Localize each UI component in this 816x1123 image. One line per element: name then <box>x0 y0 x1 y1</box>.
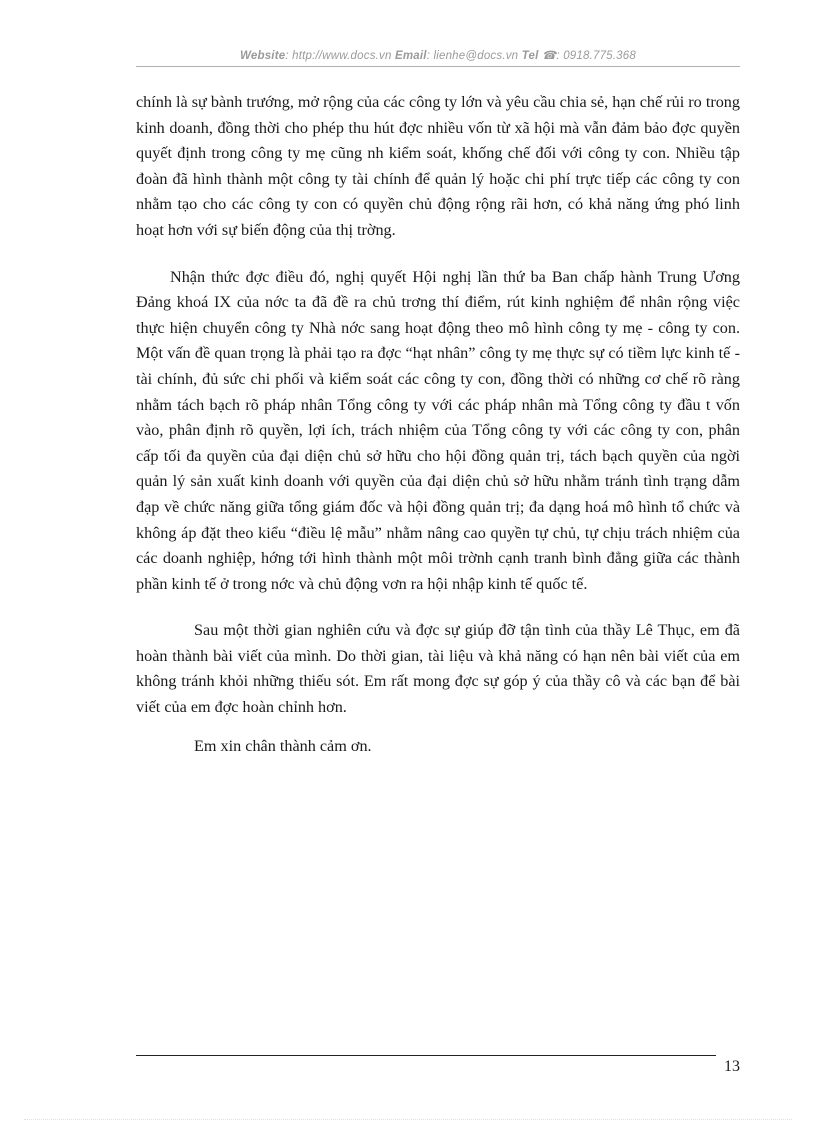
paragraph-4: Em xin chân thành cảm ơn. <box>194 736 372 755</box>
phone-icon: ☎ <box>541 50 557 62</box>
paragraph-3: Sau một thời gian nghiên cứu và đợc sự giúp đỡ tận tình của thầy Lê Thục, em đã hoàn thành bài viết của mình. Do thời gian, tài liệu và khả năng có hạn nên bài viết của em không tránh khỏi những thiếu sót. Em rất mong đợc sự góp ý của thầy cô và các bạn để bài viết của em đợc hoàn chỉnh hơn. <box>136 621 740 717</box>
tel-value: : 0918.775.368 <box>556 50 636 62</box>
tel-label: Tel <box>521 50 539 62</box>
website-value: : http://www.docs.vn <box>285 50 392 62</box>
page-header <box>136 48 740 62</box>
website-label: Website <box>240 50 286 62</box>
page-number: 13 <box>724 1058 740 1075</box>
paragraph-1: chính là sự bành trướng, mở rộng của các công ty lớn và yêu cầu chia sẻ, hạn chế rủi ro trong kinh doanh, đồng thời cho phép thu hút đợc nhiều vốn từ xã hội mà vẫn đảm bảo đợc quyền quyết định trong công ty mẹ cũng nh kiểm soát, khống chế đối với công ty con. Nhiều tập đoàn đã hình thành một công ty tài chính để quản lý hoặc chi phí trực tiếp các công ty con nhằm tạo cho các công ty con có quyền chủ động rộng rãi hơn, có khả năng ứng phó linh hoạt hơn với sự biến động của thị trờng. <box>136 93 740 239</box>
footer-divider <box>136 1055 716 1056</box>
email-value: : lienhe@docs.vn <box>426 50 519 62</box>
page-bottom-border <box>24 1119 792 1120</box>
document-body <box>136 90 740 780</box>
email-label: Email <box>395 50 427 62</box>
header-divider <box>136 66 740 67</box>
paragraph-2: Nhận thức đợc điều đó, nghị quyết Hội nghị lần thứ ba Ban chấp hành Trung Ương Đảng khoá IX của nớc ta đã đề ra chủ trơng thí điểm, rút kinh nghiệm để nhân rộng việc thực hiện chuyển công ty Nhà nớc sang hoạt động theo mô hình công ty mẹ - công ty con. Một vấn đề quan trọng là phải tạo ra đợc “hạt nhân” công ty mẹ thực sự có tiềm lực kinh tế - tài chính, đủ sức chi phối và kiểm soát các công ty con, đồng thời có những cơ chế rõ ràng nhằm tách bạch rõ pháp nhân Tổng công ty với các pháp nhân mà Tổng công ty đầu t vốn vào, phân định rõ quyền, lợi ích, trách nhiệm của Tổng công ty với các công ty con, phân cấp tối đa quyền của đại diện chủ sở hữu cho hội đồng quản trị, tách bạch quyền của ngời quản lý sản xuất kinh doanh với quyền của đại diện chủ sở hữu nhằm tránh tình trạng dẫm đạp về chức năng giữa tổng giám đốc và hội đồng quản trị; đa dạng hoá mô hình tổ chức và không áp đặt theo kiểu “điều lệ mẫu” nhằm nâng cao quyền tự chủ, tự chịu trách nhiệm của các doanh nghiệp, hớng tới hình thành một môi trờnh cạnh tranh bình đẳng giữa các thành phần kinh tế ở trong nớc và chủ động vơn ra hội nhập kinh tế quốc tế. <box>136 267 740 593</box>
